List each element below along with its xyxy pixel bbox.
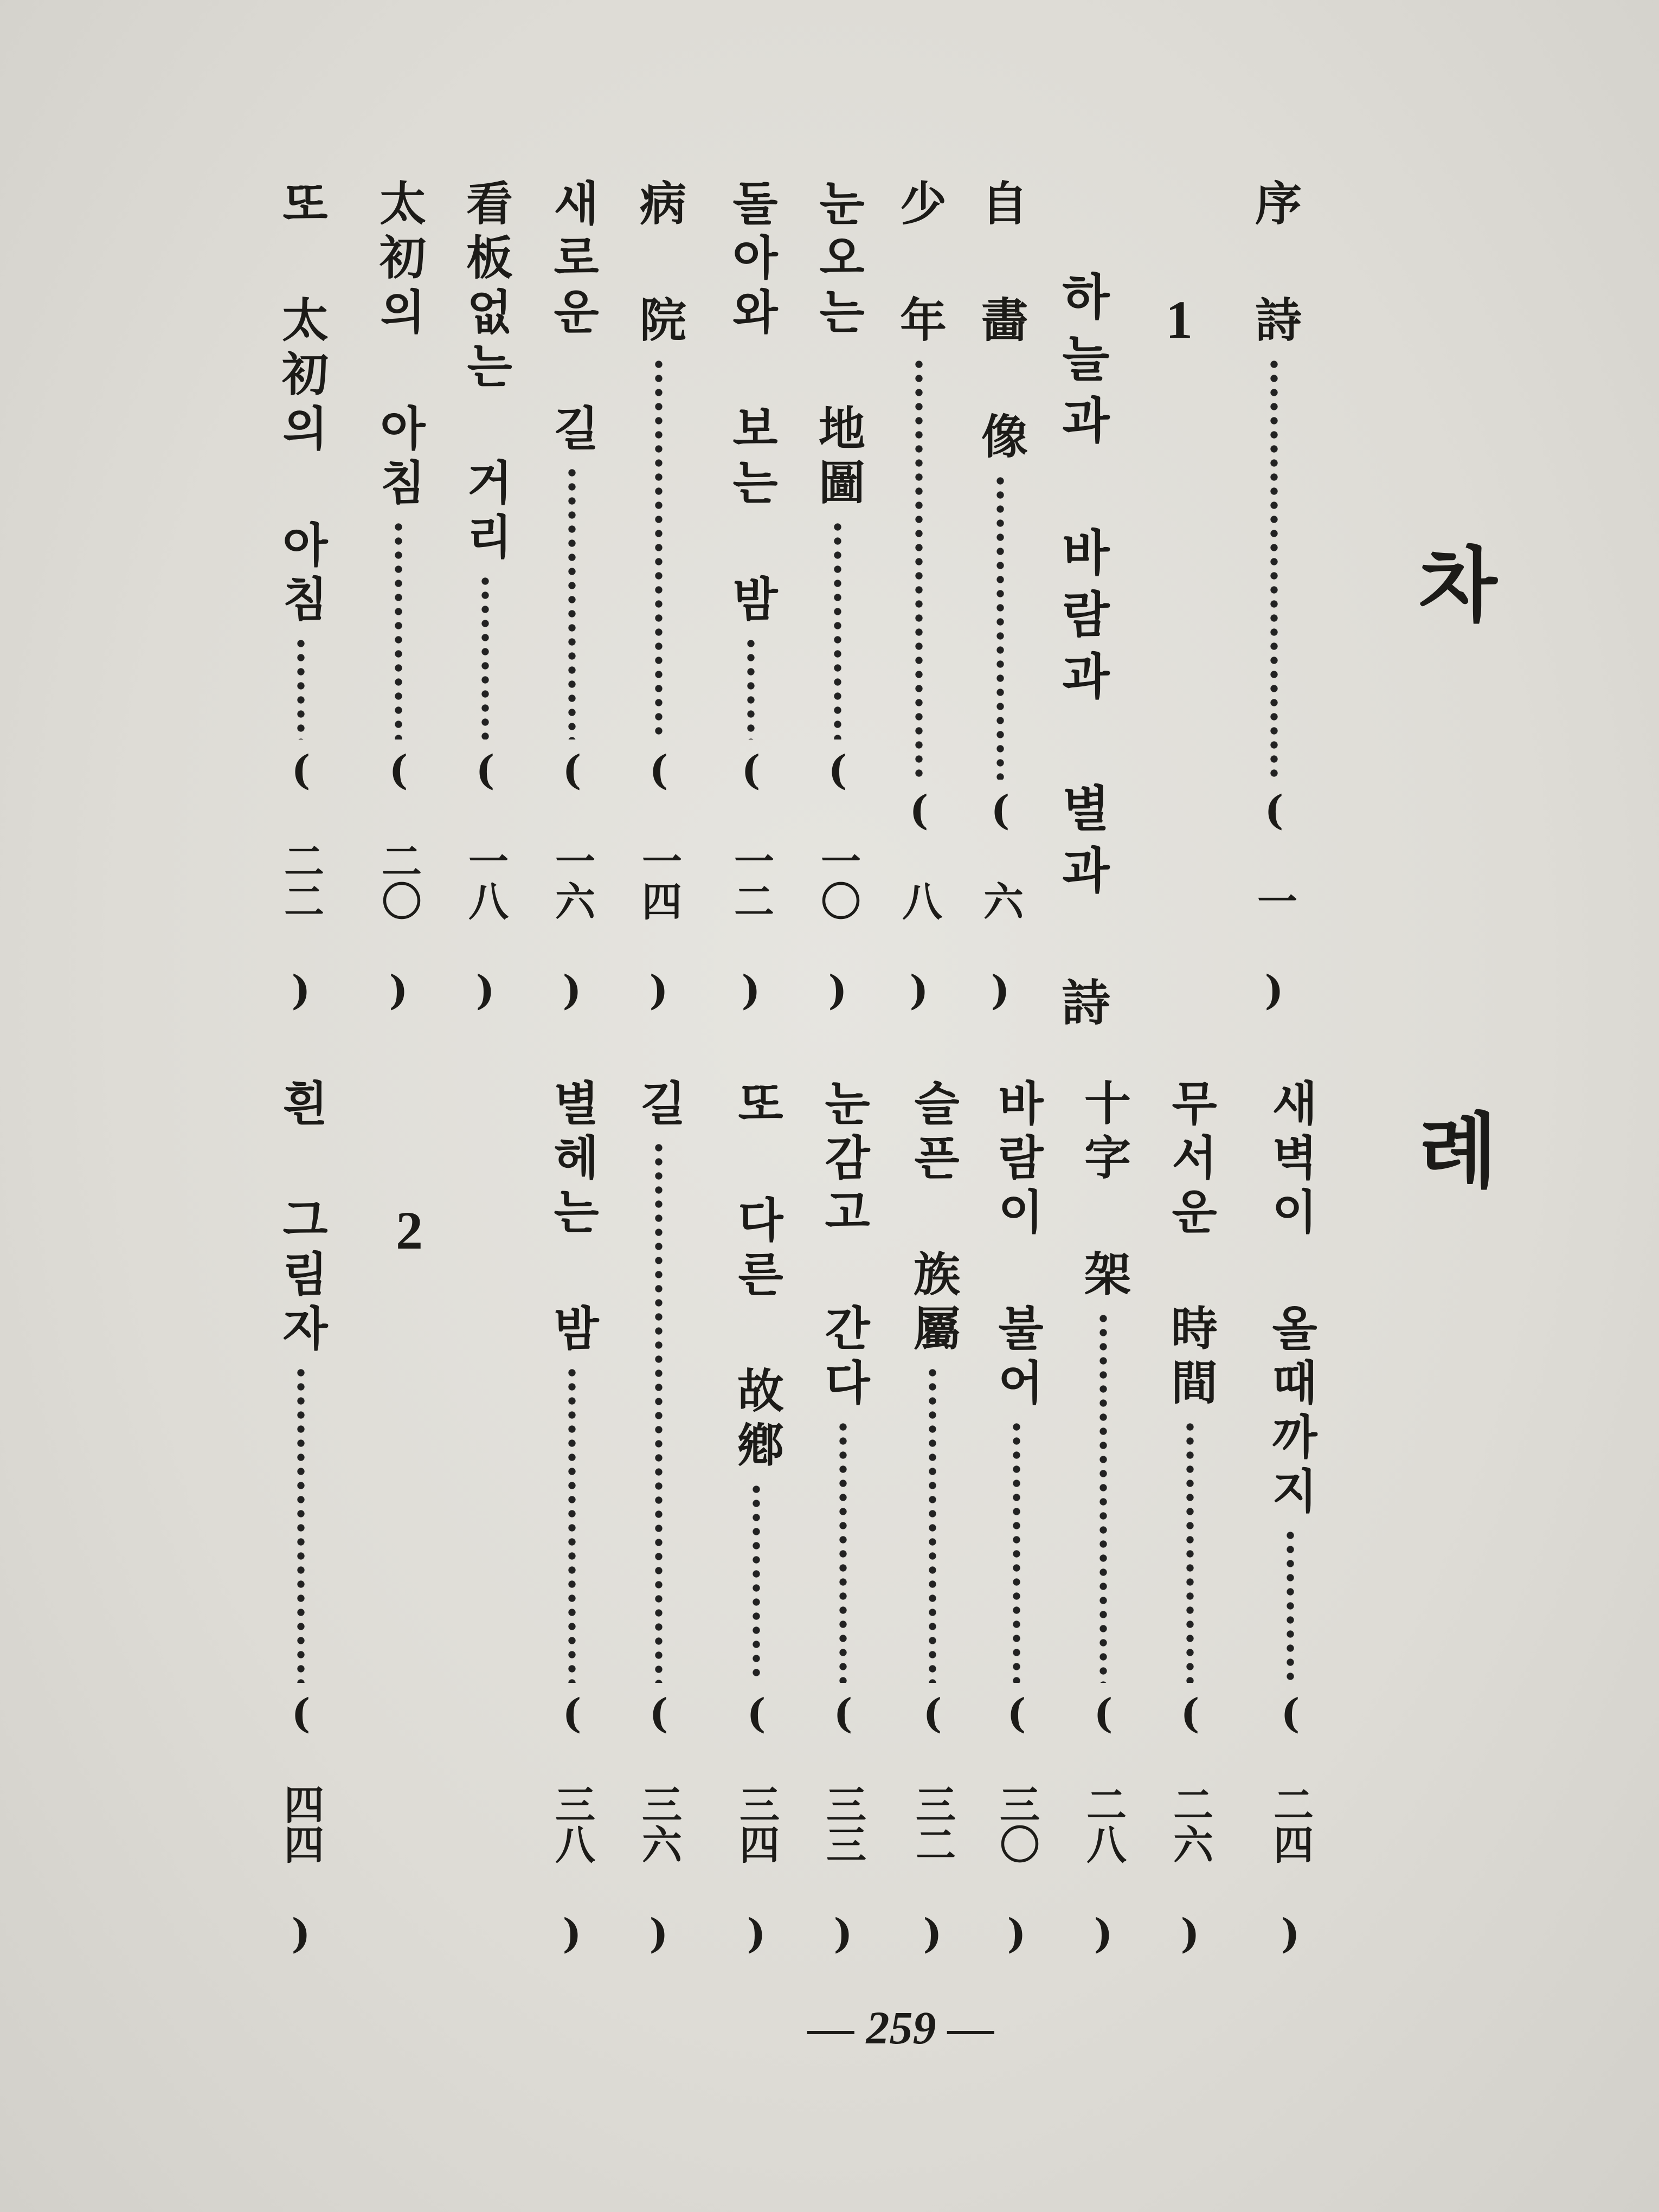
toc-entry-preface[interactable] bbox=[1244, 179, 1304, 1014]
entry-title: 少 年 bbox=[892, 179, 947, 350]
toc-entry[interactable] bbox=[987, 1079, 1046, 1957]
leader-dots bbox=[929, 1366, 936, 1683]
leader-dots bbox=[297, 1366, 305, 1683]
entry-page: ( 三〇 ) bbox=[993, 1690, 1040, 1957]
leader-dots bbox=[1099, 1311, 1107, 1683]
leader-dots bbox=[1186, 1420, 1194, 1683]
entry-page: ( 一四 ) bbox=[635, 747, 682, 1014]
entry-title: 序 詩 bbox=[1247, 179, 1302, 350]
toc-entry[interactable] bbox=[629, 179, 689, 1014]
leader-dots bbox=[747, 636, 755, 740]
entry-title: 눈감고 간다 bbox=[816, 1079, 871, 1412]
toc-entry[interactable] bbox=[808, 179, 867, 1014]
entry-title: 무서운 時間 bbox=[1163, 1079, 1218, 1412]
page-title: 차 례 bbox=[1403, 542, 1497, 1385]
toc-entry[interactable] bbox=[271, 1079, 331, 1957]
entry-title: 또 다른 故鄕 bbox=[729, 1079, 784, 1475]
entry-page: ( 三三 ) bbox=[820, 1690, 866, 1957]
entry-page: ( 三六 ) bbox=[635, 1690, 682, 1957]
toc-entry[interactable] bbox=[542, 1079, 602, 1957]
entry-page: ( 六 ) bbox=[977, 787, 1024, 1014]
toc-entry[interactable] bbox=[455, 179, 515, 1014]
entry-title: 새벽이 올때까지 bbox=[1263, 1079, 1318, 1521]
entry-page: ( 二八 ) bbox=[1080, 1690, 1127, 1957]
entry-page: ( 四四 ) bbox=[278, 1690, 324, 1957]
leader-dots bbox=[1013, 1420, 1020, 1683]
toc-entry[interactable] bbox=[542, 179, 602, 1014]
section-heading: 하늘과 바람과 별과 詩 bbox=[1053, 271, 1110, 1039]
entry-page: ( 二二 ) bbox=[278, 747, 324, 1014]
entry-page: ( 三八 ) bbox=[549, 1690, 595, 1957]
toc-entry[interactable] bbox=[369, 179, 428, 1014]
leader-dots bbox=[481, 574, 489, 740]
leader-dots bbox=[834, 520, 841, 740]
entry-page: ( 一〇 ) bbox=[814, 747, 861, 1014]
leader-dots bbox=[568, 466, 576, 740]
entry-page: ( 一二 ) bbox=[728, 747, 774, 1014]
leader-dots bbox=[839, 1420, 847, 1683]
leader-dots bbox=[655, 357, 663, 740]
toc-entry[interactable] bbox=[1261, 1079, 1320, 1957]
toc-entry[interactable] bbox=[726, 1079, 786, 1957]
entry-title: 별헤는 밤 bbox=[545, 1079, 600, 1358]
entry-page: ( 三四 ) bbox=[733, 1690, 780, 1957]
entry-page: ( 二六 ) bbox=[1167, 1690, 1213, 1957]
leader-dots bbox=[1270, 357, 1278, 780]
entry-title: 太初의 아침 bbox=[371, 179, 426, 512]
toc-entry[interactable] bbox=[903, 1079, 962, 1957]
toc-entry[interactable] bbox=[1073, 1079, 1133, 1957]
entry-title: 十字 架 bbox=[1076, 1079, 1131, 1304]
entry-title: 눈오는 地圖 bbox=[811, 179, 865, 512]
entry-title: 흰 그림자 bbox=[274, 1079, 329, 1358]
entry-page: ( 一八 ) bbox=[462, 747, 509, 1014]
section-number-2: 2 bbox=[396, 1200, 423, 1261]
toc-entry[interactable] bbox=[889, 179, 949, 1014]
leader-dots bbox=[297, 636, 305, 740]
entry-title: 또 太初의 아침 bbox=[274, 179, 329, 629]
toc-entry[interactable] bbox=[721, 179, 781, 1014]
toc-entry[interactable] bbox=[271, 179, 331, 1014]
entry-page: ( 三二 ) bbox=[909, 1690, 956, 1957]
entry-page: ( 二〇 ) bbox=[375, 747, 422, 1014]
leader-dots bbox=[996, 474, 1004, 780]
entry-title: 自 畵 像 bbox=[973, 179, 1028, 466]
entry-title: 돌아와 보는 밤 bbox=[724, 179, 779, 629]
leader-dots bbox=[395, 520, 402, 740]
section-number-1: 1 bbox=[1166, 290, 1193, 350]
leader-dots bbox=[655, 1141, 663, 1683]
leader-dots bbox=[753, 1482, 760, 1683]
leader-dots bbox=[568, 1366, 576, 1683]
entry-title: 病 院 bbox=[632, 179, 686, 350]
entry-title: 길 bbox=[632, 1079, 686, 1133]
page-number: — 259 — bbox=[808, 2002, 994, 2054]
toc-entry[interactable] bbox=[629, 1079, 689, 1957]
entry-title: 바람이 불어 bbox=[989, 1079, 1044, 1412]
entry-title: 새로운 길 bbox=[545, 179, 600, 458]
leader-dots bbox=[915, 357, 923, 780]
entry-page: ( 一 ) bbox=[1251, 787, 1297, 1014]
toc-entry[interactable] bbox=[1160, 1079, 1220, 1957]
toc-entry[interactable] bbox=[813, 1079, 873, 1957]
entry-page: ( 八 ) bbox=[896, 787, 942, 1014]
leader-dots bbox=[1287, 1528, 1294, 1683]
entry-page: ( 二四 ) bbox=[1267, 1690, 1314, 1957]
entry-page: ( 一六 ) bbox=[549, 747, 595, 1014]
toc-entry[interactable] bbox=[970, 179, 1030, 1014]
entry-title: 看板없는 거리 bbox=[458, 179, 513, 567]
entry-title: 슬픈 族屬 bbox=[905, 1079, 960, 1358]
